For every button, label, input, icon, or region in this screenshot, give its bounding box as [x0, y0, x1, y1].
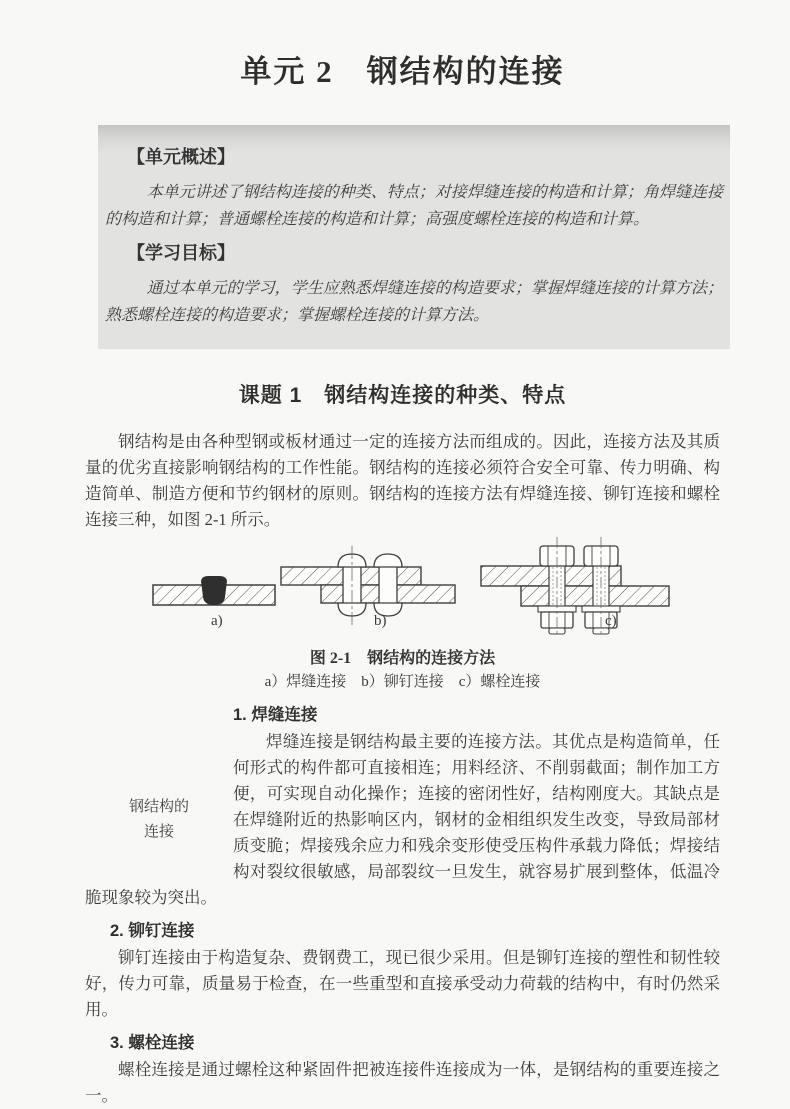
section-3-heading: 3. 螺栓连接 [110, 1034, 195, 1052]
lesson-heading: 课题 1 钢结构连接的种类、特点 [238, 384, 567, 407]
overview-heading: 【单元概述】 [127, 147, 235, 167]
margin-note [129, 795, 189, 845]
section-weld-connection [85, 701, 720, 911]
page-title: 单元 2 钢结构的连接 [240, 54, 565, 89]
rivet-connection-diagram [279, 543, 457, 629]
section-2-heading: 2. 铆钉连接 [110, 922, 195, 940]
weld-bead [201, 576, 227, 605]
weld-connection-diagram [145, 565, 295, 611]
section-rivet-connection [85, 917, 720, 1023]
figure-label-a: a) [211, 613, 223, 629]
margin-note-line1: 钢结构的 [128, 799, 189, 815]
intro-paragraph: 钢结构是由各种型钢或板材通过一定的连接方法而组成的。因此，连接方法及其质量的优劣直接影响钢结构的工作性能。钢结构的连接必须符合安全可靠、传力明确、构造简单、制造方便和节约钢材的原则。钢结构的连接方法有焊缝连接、铆钉连接和螺栓连接三种，如图 2-1 所示。 [85, 432, 720, 529]
section-2-text: 铆钉连接由于构造复杂、费钢费工，现已很少采用。但是铆钉连接的塑性和韧性较好，传力可靠，质量易于检查，在一些重型和直接承受动力荷载的结构中，有时仍然采用。 [85, 948, 720, 1019]
figure-caption: 图 2-1 钢结构的连接方法 [309, 650, 496, 667]
figure-drawings [85, 541, 720, 637]
margin-note-area [85, 701, 233, 861]
section-1-text: 焊缝连接是钢结构最主要的连接方法。其优点是构造简单，任何形式的构件都可直接相连；用料经济、不削弱截面；制作加工方便，可实现自动化操作；连接的密闭性好，结构刚度大。其缺点是在焊缝附近的热影响区内，钢材的金相组织发生改变，导致局部材质变脆；焊接残余应力和残余变形使受压构件承载力降低；焊接结构对裂纹很敏感，局部裂纹一旦发生，就容易扩展到整体，低温冷脆现象较为突出。 [85, 732, 720, 907]
overview-box [98, 125, 730, 349]
bolt-connection-diagram [475, 536, 680, 636]
overview-text: 本单元讲述了钢结构连接的种类、特点；对接焊缝连接的构造和计算；角焊缝连接的构造和计算；普通螺栓连接的构造和计算；高强度螺栓连接的构造和计算。 [105, 184, 723, 228]
figure-label-c: c) [605, 613, 617, 629]
figure-subcaption: a）焊缝连接 b）铆钉连接 c）螺栓连接 [264, 674, 541, 690]
objectives-text: 通过本单元的学习，学生应熟悉焊缝连接的构造要求；掌握焊缝连接的计算方法；熟悉螺栓连接的构造要求；掌握螺栓连接的计算方法。 [105, 280, 723, 324]
figure-label-b: b) [374, 613, 387, 629]
margin-note-line2: 连接 [143, 824, 174, 840]
objectives-heading: 【学习目标】 [127, 243, 235, 263]
section-bolt-connection [85, 1029, 720, 1109]
figure-2-1 [85, 541, 720, 691]
section-3-text: 螺栓连接是通过螺栓这种紧固件把被连接件连接成为一体，是钢结构的重要连接之一。 [85, 1060, 720, 1105]
section-1-heading: 1. 焊缝连接 [233, 706, 318, 724]
